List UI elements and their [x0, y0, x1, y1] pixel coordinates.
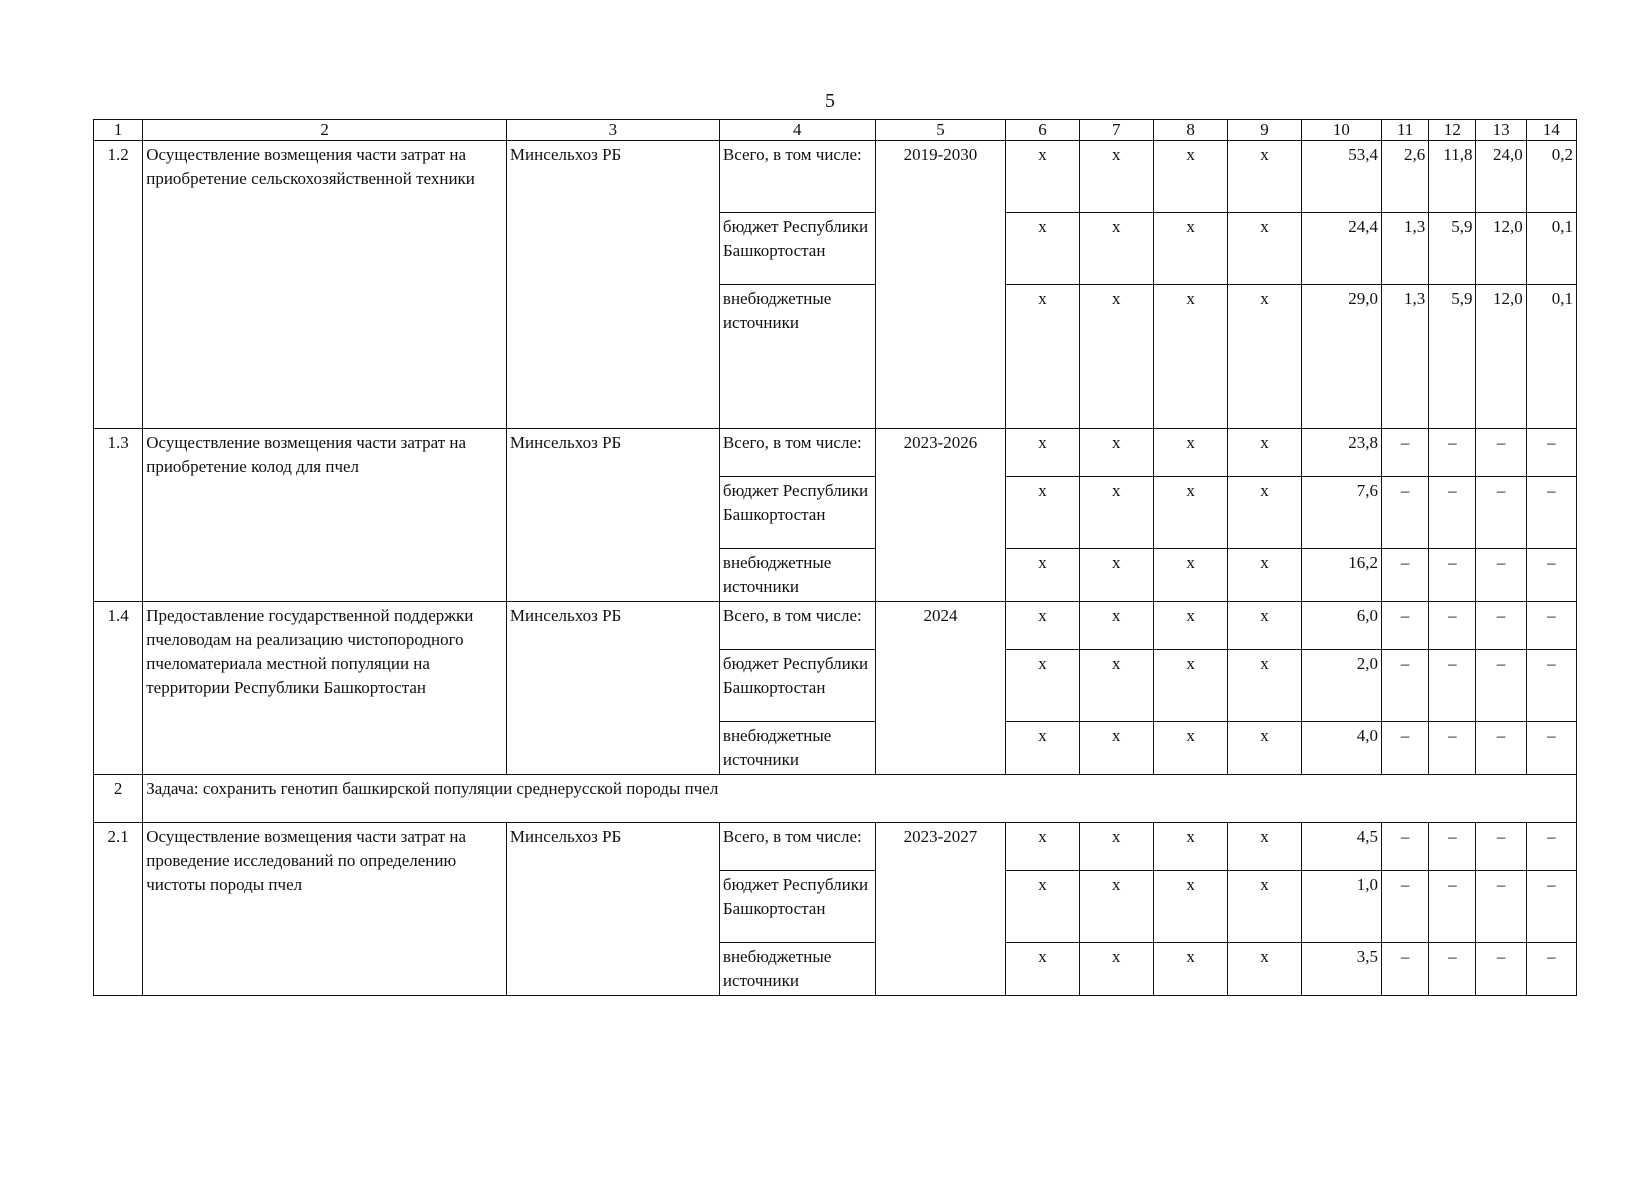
cell-c7: х: [1079, 429, 1153, 477]
table-row: [94, 823, 1577, 871]
measure-description: Предоставление государственной поддержки пчеловодам на реализацию чистопородного пчеломатериала местной популяции на территории Республики Башкортостан: [143, 602, 507, 775]
measure-description: Осуществление возмещения части затрат на приобретение колод для пчел: [143, 429, 507, 602]
table-row: [94, 141, 1577, 213]
cell-c7: х: [1079, 285, 1153, 429]
cell-c13: –: [1476, 943, 1526, 996]
header-cell-1: 1: [94, 120, 143, 141]
cell-c10: 1,0: [1301, 871, 1381, 943]
funding-source: Всего, в том числе:: [719, 141, 875, 213]
funding-source: бюджет Республики Башкортостан: [719, 213, 875, 285]
header-cell-6: 6: [1006, 120, 1079, 141]
cell-c9: х: [1228, 823, 1301, 871]
cell-c14: –: [1526, 722, 1576, 775]
cell-c8: х: [1153, 549, 1227, 602]
cell-c7: х: [1079, 549, 1153, 602]
cell-c8: х: [1153, 871, 1227, 943]
cell-c14: 0,1: [1526, 213, 1576, 285]
header-cell-2: 2: [143, 120, 507, 141]
executor: Минсельхоз РБ: [506, 823, 719, 996]
cell-c11: –: [1382, 871, 1429, 943]
row-number: 2.1: [94, 823, 143, 996]
period: 2019-2030: [875, 141, 1006, 429]
cell-c12: –: [1429, 722, 1476, 775]
measure-description: Осуществление возмещения части затрат на проведение исследований по определению чистоты породы пчел: [143, 823, 507, 996]
cell-c12: 5,9: [1429, 285, 1476, 429]
cell-c10: 3,5: [1301, 943, 1381, 996]
cell-c9: х: [1228, 602, 1301, 650]
funding-source: внебюджетные источники: [719, 285, 875, 429]
cell-c13: –: [1476, 477, 1526, 549]
cell-c12: –: [1429, 871, 1476, 943]
header-cell-5: 5: [875, 120, 1006, 141]
cell-c12: –: [1429, 823, 1476, 871]
funding-source: бюджет Республики Башкортостан: [719, 650, 875, 722]
cell-c12: –: [1429, 549, 1476, 602]
funding-source: внебюджетные источники: [719, 549, 875, 602]
cell-c11: –: [1382, 602, 1429, 650]
cell-c8: х: [1153, 722, 1227, 775]
cell-c14: –: [1526, 943, 1576, 996]
cell-c8: х: [1153, 213, 1227, 285]
cell-c12: 11,8: [1429, 141, 1476, 213]
cell-c14: –: [1526, 602, 1576, 650]
cell-c13: –: [1476, 650, 1526, 722]
cell-c11: –: [1382, 549, 1429, 602]
cell-c11: 1,3: [1382, 285, 1429, 429]
cell-c6: х: [1006, 549, 1079, 602]
cell-c10: 53,4: [1301, 141, 1381, 213]
cell-c9: х: [1228, 650, 1301, 722]
cell-c11: –: [1382, 477, 1429, 549]
cell-c6: х: [1006, 871, 1079, 943]
funding-source: внебюджетные источники: [719, 722, 875, 775]
period: 2023-2027: [875, 823, 1006, 996]
executor: Минсельхоз РБ: [506, 141, 719, 429]
cell-c12: –: [1429, 429, 1476, 477]
cell-c14: –: [1526, 871, 1576, 943]
financing-table: [93, 119, 1577, 996]
cell-c9: х: [1228, 549, 1301, 602]
measure-description: Осуществление возмещения части затрат на приобретение сельскохозяйственной техники: [143, 141, 507, 429]
cell-c13: 12,0: [1476, 285, 1526, 429]
header-cell-4: 4: [719, 120, 875, 141]
header-cell-10: 10: [1301, 120, 1381, 141]
cell-c13: –: [1476, 871, 1526, 943]
cell-c12: 5,9: [1429, 213, 1476, 285]
task-row: [94, 775, 1577, 823]
cell-c9: х: [1228, 477, 1301, 549]
cell-c9: х: [1228, 722, 1301, 775]
cell-c14: 0,2: [1526, 141, 1576, 213]
cell-c13: –: [1476, 549, 1526, 602]
cell-c11: –: [1382, 943, 1429, 996]
cell-c9: х: [1228, 285, 1301, 429]
task-number: 2: [94, 775, 143, 823]
header-cell-13: 13: [1476, 120, 1526, 141]
cell-c6: х: [1006, 943, 1079, 996]
row-number: 1.4: [94, 602, 143, 775]
cell-c7: х: [1079, 871, 1153, 943]
cell-c11: 1,3: [1382, 213, 1429, 285]
cell-c10: 16,2: [1301, 549, 1381, 602]
cell-c9: х: [1228, 213, 1301, 285]
cell-c8: х: [1153, 650, 1227, 722]
cell-c6: х: [1006, 823, 1079, 871]
cell-c6: х: [1006, 722, 1079, 775]
cell-c8: х: [1153, 477, 1227, 549]
header-cell-8: 8: [1153, 120, 1227, 141]
cell-c7: х: [1079, 722, 1153, 775]
task-text: Задача: сохранить генотип башкирской популяции среднерусской породы пчел: [143, 775, 1577, 823]
header-cell-14: 14: [1526, 120, 1576, 141]
funding-source: внебюджетные источники: [719, 943, 875, 996]
header-cell-12: 12: [1429, 120, 1476, 141]
cell-c6: х: [1006, 429, 1079, 477]
cell-c12: –: [1429, 477, 1476, 549]
cell-c6: х: [1006, 285, 1079, 429]
row-number: 1.3: [94, 429, 143, 602]
executor: Минсельхоз РБ: [506, 429, 719, 602]
cell-c10: 29,0: [1301, 285, 1381, 429]
cell-c7: х: [1079, 602, 1153, 650]
cell-c14: 0,1: [1526, 285, 1576, 429]
executor: Минсельхоз РБ: [506, 602, 719, 775]
cell-c14: –: [1526, 823, 1576, 871]
cell-c10: 2,0: [1301, 650, 1381, 722]
cell-c8: х: [1153, 602, 1227, 650]
cell-c12: –: [1429, 602, 1476, 650]
header-cell-7: 7: [1079, 120, 1153, 141]
cell-c7: х: [1079, 823, 1153, 871]
cell-c9: х: [1228, 871, 1301, 943]
page-number: 5: [825, 90, 835, 112]
header-cell-11: 11: [1382, 120, 1429, 141]
cell-c11: –: [1382, 429, 1429, 477]
cell-c11: 2,6: [1382, 141, 1429, 213]
cell-c7: х: [1079, 477, 1153, 549]
cell-c14: –: [1526, 477, 1576, 549]
cell-c8: х: [1153, 823, 1227, 871]
table-row: [94, 429, 1577, 477]
cell-c9: х: [1228, 141, 1301, 213]
funding-source: бюджет Республики Башкортостан: [719, 871, 875, 943]
cell-c6: х: [1006, 650, 1079, 722]
cell-c8: х: [1153, 141, 1227, 213]
cell-c10: 23,8: [1301, 429, 1381, 477]
cell-c12: –: [1429, 650, 1476, 722]
funding-source: Всего, в том числе:: [719, 823, 875, 871]
header-cell-3: 3: [506, 120, 719, 141]
header-cell-9: 9: [1228, 120, 1301, 141]
table-body: [94, 120, 1577, 996]
cell-c10: 4,0: [1301, 722, 1381, 775]
cell-c11: –: [1382, 823, 1429, 871]
cell-c6: х: [1006, 602, 1079, 650]
cell-c13: –: [1476, 602, 1526, 650]
row-number: 1.2: [94, 141, 143, 429]
cell-c6: х: [1006, 141, 1079, 213]
cell-c10: 4,5: [1301, 823, 1381, 871]
cell-c13: –: [1476, 823, 1526, 871]
header-row: [94, 120, 1577, 141]
cell-c14: –: [1526, 650, 1576, 722]
cell-c10: 24,4: [1301, 213, 1381, 285]
cell-c11: –: [1382, 650, 1429, 722]
cell-c7: х: [1079, 141, 1153, 213]
cell-c9: х: [1228, 429, 1301, 477]
cell-c9: х: [1228, 943, 1301, 996]
period: 2024: [875, 602, 1006, 775]
cell-c13: –: [1476, 722, 1526, 775]
table-row: [94, 602, 1577, 650]
cell-c8: х: [1153, 429, 1227, 477]
cell-c13: 24,0: [1476, 141, 1526, 213]
cell-c6: х: [1006, 213, 1079, 285]
cell-c8: х: [1153, 943, 1227, 996]
cell-c6: х: [1006, 477, 1079, 549]
cell-c8: х: [1153, 285, 1227, 429]
cell-c14: –: [1526, 429, 1576, 477]
funding-source: Всего, в том числе:: [719, 602, 875, 650]
funding-source: бюджет Республики Башкортостан: [719, 477, 875, 549]
cell-c13: 12,0: [1476, 213, 1526, 285]
cell-c10: 7,6: [1301, 477, 1381, 549]
funding-source: Всего, в том числе:: [719, 429, 875, 477]
cell-c11: –: [1382, 722, 1429, 775]
cell-c7: х: [1079, 213, 1153, 285]
period: 2023-2026: [875, 429, 1006, 602]
cell-c7: х: [1079, 650, 1153, 722]
cell-c14: –: [1526, 549, 1576, 602]
cell-c13: –: [1476, 429, 1526, 477]
cell-c7: х: [1079, 943, 1153, 996]
cell-c10: 6,0: [1301, 602, 1381, 650]
cell-c12: –: [1429, 943, 1476, 996]
